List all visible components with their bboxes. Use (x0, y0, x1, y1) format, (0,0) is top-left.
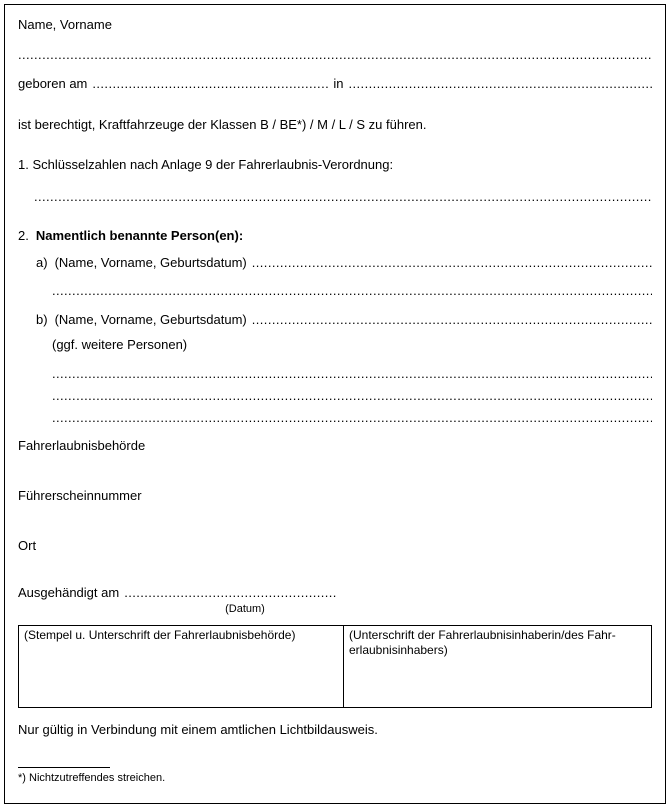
name-label-row (18, 16, 652, 33)
issued-prefix-label: Ausgehändigt am (18, 585, 120, 600)
issued-date-dotted-line (124, 584, 338, 601)
name-dotted-line (18, 46, 652, 63)
authority-row (18, 437, 652, 454)
person-b-marker: b) (36, 312, 48, 327)
born-date-dotted-line (92, 75, 328, 92)
signature-cell: (Unterschrift der Fahrerlaubnisinhaberin/des Fahr-erlaubnisinhabers) (343, 626, 651, 707)
section2-title: Namentlich benannte Person(en): (35, 228, 244, 243)
more-persons-label: (ggf. weitere Personen) (52, 337, 188, 352)
section1-label: 1. Schlüsselzahlen nach Anlage 9 der Fahrerlaubnis-Verordnung: (18, 157, 394, 172)
person-a-dotted-line (252, 254, 652, 271)
person-a-row (18, 254, 652, 271)
person-b-dotted-line (252, 311, 652, 328)
footnote-divider (18, 767, 110, 768)
name-field-line (18, 46, 652, 63)
extra-dotted-line-1 (52, 365, 652, 382)
place-row (18, 537, 652, 554)
validity-note: Nur gültig in Verbindung mit einem amtlichen Lichtbildausweis. (18, 722, 378, 737)
date-caption: (Datum) (225, 603, 265, 615)
person-b-label: (Name, Vorname, Geburtsdatum) (54, 312, 247, 327)
authority-label: Fahrerlaubnisbehörde (18, 438, 146, 453)
extra-person-line-3 (18, 409, 652, 426)
stamp-cell: (Stempel u. Unterschrift der Fahrerlaubnisbehörde) (24, 628, 296, 642)
extra-person-line-2 (18, 387, 652, 404)
born-prefix-label: geboren am (18, 76, 88, 91)
form-page (4, 4, 666, 804)
validity-note-row (18, 721, 652, 738)
more-persons-row (18, 336, 652, 353)
section1-row (18, 156, 652, 173)
issued-row (18, 584, 652, 601)
section1-dotted-line (34, 188, 652, 205)
license-number-row (18, 487, 652, 504)
born-row (18, 75, 652, 92)
extra-dotted-line-3 (52, 409, 652, 426)
born-place-dotted-line (349, 75, 652, 92)
section1-field-line (18, 188, 652, 205)
section2-number: 2. (18, 228, 29, 243)
place-label: Ort (18, 538, 37, 553)
section2-heading-row (18, 227, 652, 244)
name-vorname-label: Name, Vorname (18, 17, 112, 32)
signature-table (18, 625, 652, 708)
extra-person-line-1 (18, 365, 652, 382)
entitlement-row (18, 116, 652, 133)
person-a-dotted-line-2 (52, 282, 652, 299)
person-a-marker: a) (36, 255, 48, 270)
person-a-continuation-line (18, 282, 652, 299)
born-in-label: in (333, 76, 344, 91)
license-number-label: Führerscheinnummer (18, 488, 142, 503)
person-b-row (18, 311, 652, 328)
extra-dotted-line-2 (52, 387, 652, 404)
person-a-label: (Name, Vorname, Geburtsdatum) (54, 255, 247, 270)
footnote: *) Nichtzutreffendes streichen. (18, 772, 166, 784)
entitlement-text: ist berechtigt, Kraftfahrzeuge der Klassen B / BE*) / M / L / S zu führen. (18, 117, 427, 132)
